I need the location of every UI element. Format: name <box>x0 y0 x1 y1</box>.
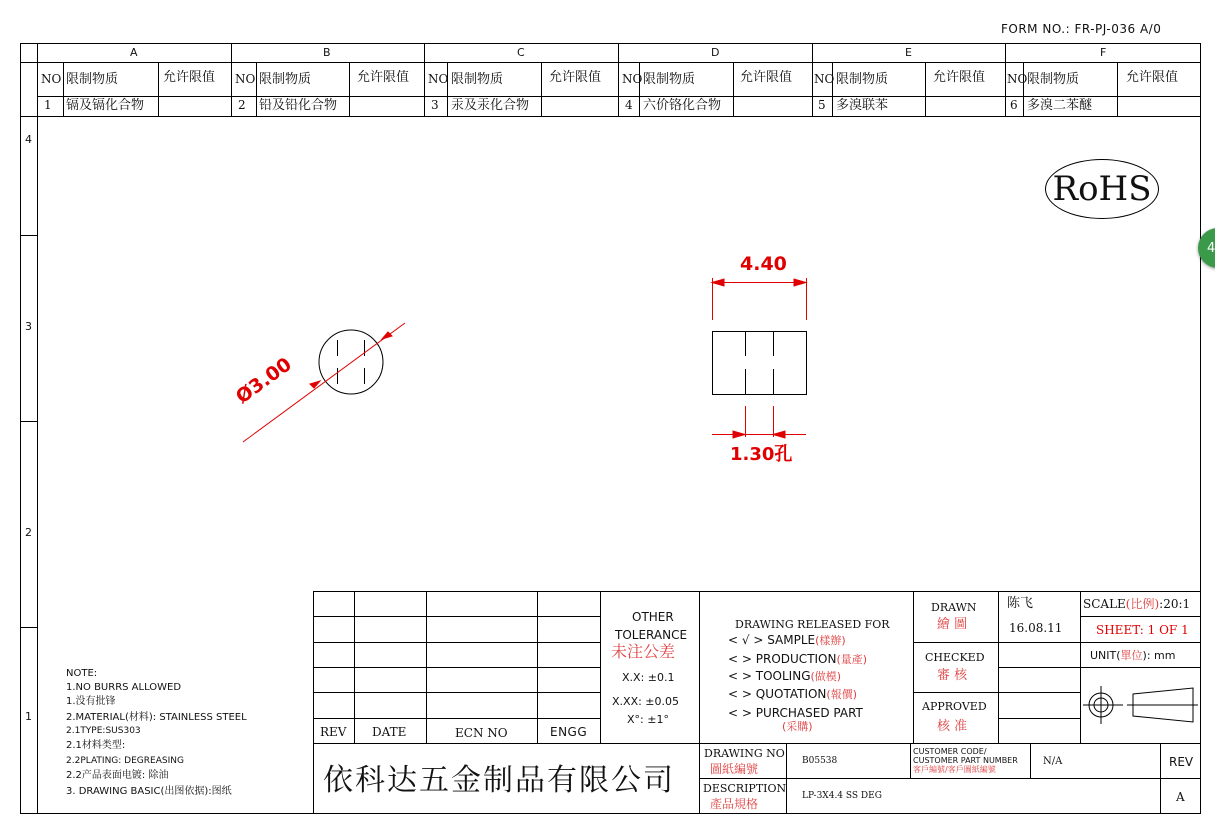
note-line: 2.2产品表面电镀: 除油 <box>66 770 169 781</box>
header-limit-f: 允许限值 <box>1126 70 1179 85</box>
header-substance-c: 限制物质 <box>451 72 504 87</box>
zone-column-d: D <box>711 46 720 59</box>
zone-column-b: B <box>323 46 331 59</box>
note-line: 2.1TYPE:SUS303 <box>66 726 141 736</box>
date-header: DATE <box>372 725 407 739</box>
dimension-hole: 1.30孔 <box>730 444 793 465</box>
form-number: FORM NO.: FR-PJ-036 A/0 <box>1001 22 1162 36</box>
release-item-tooling: < > TOOLING(做模) <box>728 669 842 683</box>
sheet-field: SHEET: 1 OF 1 <box>1096 623 1189 637</box>
restriction-no-4: 4 <box>625 98 633 112</box>
checked-label: CHECKED <box>925 651 985 664</box>
header-no-c: NO <box>428 72 449 86</box>
rev-box-label: REV <box>1169 755 1194 769</box>
drawn-date: 16.08.11 <box>1009 621 1063 635</box>
header-no-e: NO <box>814 72 835 86</box>
drawing-no-label: DRAWING NO <box>704 747 785 760</box>
zone-column-f: F <box>1100 46 1107 59</box>
tolerance-line: X°: ±1° <box>627 713 669 726</box>
scale-field: SCALE(比例):20:1 <box>1083 597 1191 611</box>
side-badge-label: 4 <box>1207 241 1215 256</box>
description-value: LP-3X4.4 SS DEG <box>802 791 882 801</box>
restriction-substance-4: 六价铬化合物 <box>643 98 722 113</box>
note-line: 3. DRAWING BASIC(出图依据):图纸 <box>66 786 232 797</box>
header-limit-b: 允许限值 <box>357 70 410 85</box>
note-line: 1.没有批锋 <box>66 696 116 707</box>
restriction-substance-3: 汞及汞化合物 <box>451 98 530 113</box>
header-substance-b: 限制物质 <box>259 72 312 87</box>
customer-label: CUSTOMER PART NUMBER <box>913 756 1018 765</box>
header-limit-a: 允许限值 <box>163 70 216 85</box>
release-item-quotation: < > QUOTATION(報價) <box>728 687 857 701</box>
dimension-width: 4.40 <box>740 253 787 275</box>
checked-label-cn: 審 核 <box>937 668 968 683</box>
restriction-no-2: 2 <box>238 98 246 112</box>
header-limit-e: 允许限值 <box>933 70 986 85</box>
description-label-cn: 產品規格 <box>710 797 759 811</box>
rohs-mark: RoHS <box>1045 159 1159 219</box>
header-limit-c: 允许限值 <box>549 70 602 85</box>
approved-label-cn: 核 准 <box>937 719 968 734</box>
customer-value: N/A <box>1043 756 1063 767</box>
release-title: DRAWING RELEASED FOR <box>735 618 890 631</box>
header-no-a: NO <box>41 72 62 86</box>
restriction-no-5: 5 <box>818 98 826 112</box>
header-no-f: NO <box>1007 72 1028 86</box>
drawing-no-label-cn: 圖紙編號 <box>710 762 759 776</box>
header-substance-a: 限制物质 <box>66 72 119 87</box>
release-item-purchased-cn: (采購) <box>782 720 813 733</box>
release-item-production: < > PRODUCTION(量產) <box>728 652 868 666</box>
drawn-by: 陈飞 <box>1007 596 1034 611</box>
tolerance-title: OTHER <box>632 610 674 624</box>
company-name: 依科达五金制品有限公司 <box>323 763 675 798</box>
header-substance-d: 限制物质 <box>643 72 696 87</box>
restriction-substance-5: 多溴联苯 <box>836 98 889 113</box>
customer-label-cn: 客戶編號/客戶圖紙編號 <box>913 765 996 774</box>
header-limit-d: 允许限值 <box>740 70 793 85</box>
zone-row-2: 2 <box>25 526 32 539</box>
zone-row-1: 1 <box>25 710 32 723</box>
drawing-no-value: B05538 <box>802 756 838 766</box>
restriction-substance-2: 铅及铅化合物 <box>259 98 338 113</box>
approved-label: APPROVED <box>922 700 987 713</box>
engg-header: ENGG <box>550 725 588 739</box>
restriction-no-3: 3 <box>431 98 439 112</box>
restriction-substance-1: 镉及镉化合物 <box>66 98 145 113</box>
tolerance-title-cn: 未注公差 <box>611 642 676 661</box>
header-substance-e: 限制物质 <box>836 72 889 87</box>
description-label: DESCRIPTION <box>703 782 787 795</box>
zone-column-c: C <box>517 46 525 59</box>
restriction-no-6: 6 <box>1010 98 1018 112</box>
tolerance-title: TOLERANCE <box>615 628 688 642</box>
note-line: 2.1材料类型: <box>66 740 126 751</box>
tolerance-line: X.X: ±0.1 <box>622 671 675 684</box>
zone-row-3: 3 <box>25 320 32 333</box>
restriction-no-1: 1 <box>44 98 52 112</box>
header-no-d: NO <box>622 72 643 86</box>
drawn-label-cn: 繪 圖 <box>937 617 968 632</box>
unit-field: UNIT(單位): mm <box>1090 649 1176 662</box>
note-line: 2.2PLATING: DEGREASING <box>66 756 184 766</box>
rev-box-value: A <box>1176 790 1185 804</box>
drawn-label: DRAWN <box>931 601 977 614</box>
projection-symbol-icon <box>1083 686 1198 724</box>
release-item-sample: < √ > SAMPLE(樣辦) <box>728 633 846 647</box>
customer-label: CUSTOMER CODE/ <box>913 747 987 756</box>
tolerance-line: X.XX: ±0.05 <box>612 695 680 708</box>
header-no-b: NO <box>235 72 256 86</box>
header-substance-f: 限制物质 <box>1027 72 1080 87</box>
note-line: 2.MATERIAL(材料): STAINLESS STEEL <box>66 712 247 723</box>
dimension-diameter: Ø3.00 <box>231 353 296 409</box>
note-line: NOTE: <box>66 668 98 679</box>
ecn-header: ECN NO <box>455 726 508 740</box>
rev-header: REV <box>320 725 347 739</box>
note-line: 1.NO BURRS ALLOWED <box>66 682 182 693</box>
zone-row-4: 4 <box>25 133 32 146</box>
zone-column-e: E <box>905 46 912 59</box>
release-item-purchased: < > PURCHASED PART <box>728 706 863 720</box>
zone-column-a: A <box>130 46 138 59</box>
restriction-substance-6: 多溴二苯醚 <box>1027 98 1093 113</box>
